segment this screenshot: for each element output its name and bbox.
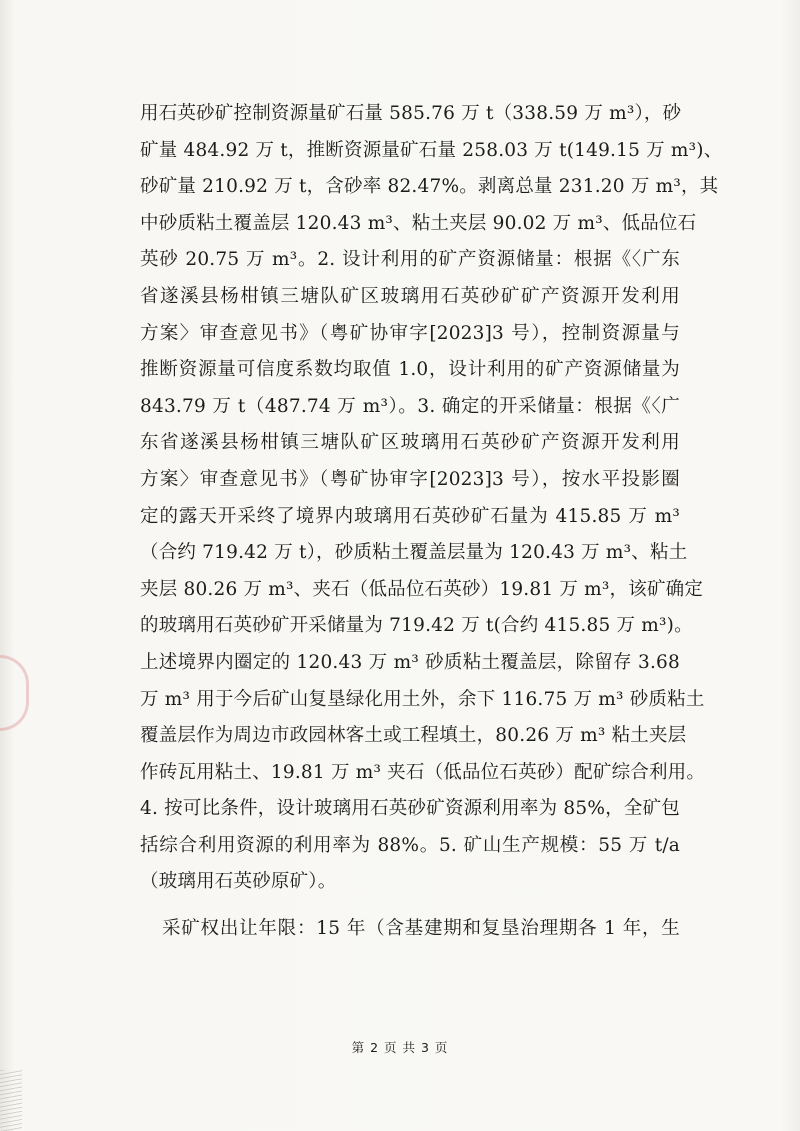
body-line-19: 作砖瓦用粘土、19.81 万 m³ 夹石（低品位石英砂）配矿综合利用。 <box>140 761 706 783</box>
body-line-3: 砂矿量 210.92 万 t，含砂率 82.47%。剥离总量 231.20 万 m³，其 <box>140 176 719 198</box>
body-line-22: （玻璃用石英砂原矿）。 <box>140 871 337 893</box>
body-line-15: 的玻璃用石英砂矿开采储量为 719.42 万 t(合约 415.85 万 m³)。 <box>140 615 693 637</box>
body-line-23: 采矿权出让年限：15 年（含基建期和复垦治理期各 1 年，生 <box>162 918 680 940</box>
body-line-13: （合约 719.42 万 t），砂质粘土覆盖层量为 120.43 万 m³、粘土 <box>140 542 688 564</box>
body-line-1: 用石英砂矿控制资源量矿石量 585.76 万 t（338.59 万 m³），砂 <box>140 103 682 124</box>
body-line-14: 夹层 80.26 万 m³、夹石（低品位石英砂）19.81 万 m³，该矿确定 <box>140 578 704 600</box>
page-number-footer: 第 2 页 共 3 页 <box>351 1040 449 1055</box>
body-line-7: 方案〉审查意见书》（粤矿协审字[2023]3 号），控制资源量与 <box>140 322 680 344</box>
seal-stamp-fragment <box>0 655 29 731</box>
body-line-20: 4. 按可比条件，设计玻璃用石英砂矿资源利用率为 85%，全矿包 <box>140 798 680 820</box>
body-line-4: 中砂质粘土覆盖层 120.43 m³、粘土夹层 90.02 万 m³、低品位石 <box>140 212 697 234</box>
document-body <box>140 96 723 948</box>
body-line-9: 843.79 万 t（487.74 万 m³）。3. 确定的开采储量：根据《〈广 <box>140 395 680 417</box>
body-line-11: 方案〉审查意见书》（粤矿协审字[2023]3 号），按水平投影圈 <box>140 468 680 490</box>
body-line-8: 推断资源量可信度系数均取值 1.0，设计利用的矿产资源储量为 <box>140 359 680 381</box>
body-line-16: 上述境界内圈定的 120.43 万 m³ 砂质粘土覆盖层，除留存 3.68 <box>140 651 680 673</box>
body-line-10: 东省遂溪县杨柑镇三塘队矿区玻璃用石英砂矿产资源开发利用 <box>140 432 680 454</box>
scan-edge-artifact <box>0 1070 22 1131</box>
body-line-6: 省遂溪县杨柑镇三塘队矿区玻璃用石英砂矿矿产资源开发利用 <box>140 285 680 307</box>
body-line-2: 矿量 484.92 万 t，推断资源量矿石量 258.03 万 t(149.15 万 m³)、 <box>140 139 723 161</box>
body-line-18: 覆盖层作为周边市政园林客土或工程填土，80.26 万 m³ 粘土夹层 <box>140 725 687 747</box>
body-line-21: 括综合利用资源的利用率为 88%。5. 矿山生产规模：55 万 t/a <box>140 834 680 856</box>
body-line-12: 定的露天开采终了境界内玻璃用石英砂矿石量为 415.85 万 m³ <box>140 505 680 527</box>
body-line-17: 万 m³ 用于今后矿山复垦绿化用土外，余下 116.75 万 m³ 砂质粘土 <box>140 688 705 710</box>
body-line-5: 英砂 20.75 万 m³。2. 设计利用的矿产资源储量：根据《〈广东 <box>140 249 680 271</box>
